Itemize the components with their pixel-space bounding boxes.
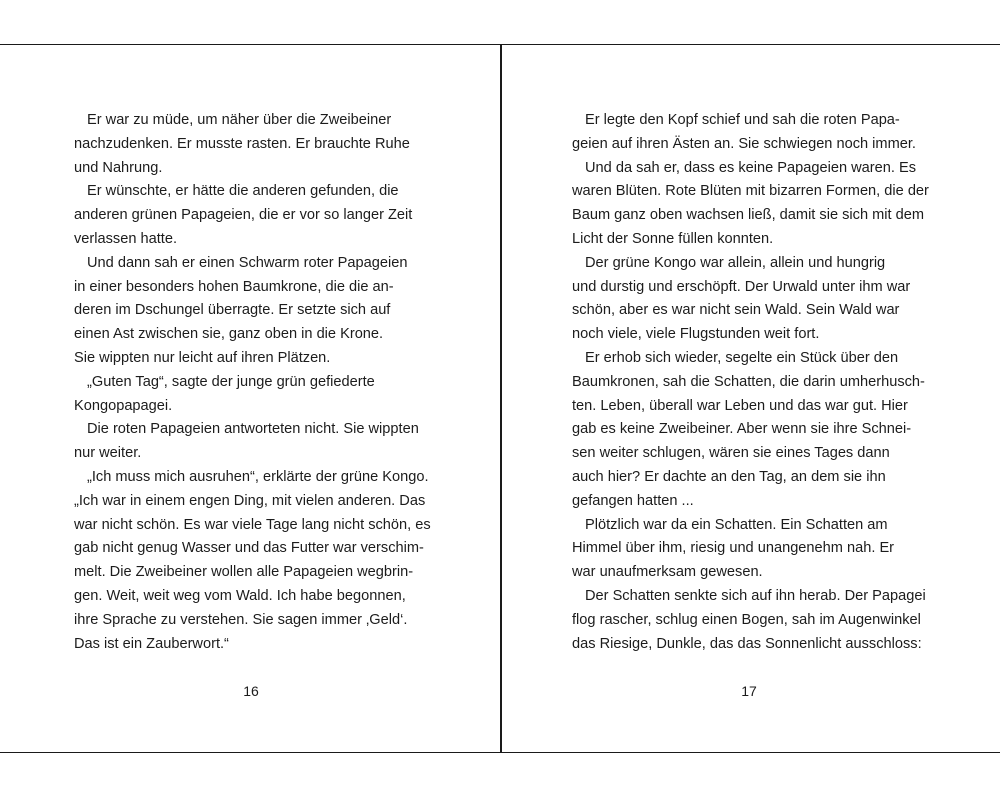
text-line: Der grüne Kongo war allein, allein und hungrig bbox=[585, 254, 886, 271]
text-line: Er legte den Kopf schief und sah die roten Papa- bbox=[585, 112, 900, 128]
text-line: noch viele, viele Flugstunden weit fort. bbox=[572, 326, 820, 343]
text-line: auch hier? Er dachte an den Tag, an dem sie ihn bbox=[572, 468, 886, 485]
text-line: gen. Weit, weit weg vom Wald. Ich habe begonnen, bbox=[74, 587, 406, 604]
left-page bbox=[0, 45, 500, 752]
text-line: sen weiter schlugen, wären sie eines Tages dann bbox=[572, 445, 890, 462]
text-line: „Ich muss mich ausruhen“, erklärte der grüne Kongo. bbox=[87, 468, 429, 485]
text-line: schön, aber es war nicht sein Wald. Sein Wald war bbox=[572, 302, 900, 319]
text-line: flog rascher, schlug einen Bogen, sah im Augenwinkel bbox=[572, 611, 921, 628]
right-page bbox=[502, 45, 1000, 752]
text-line: waren Blüten. Rote Blüten mit bizarren Formen, die der bbox=[572, 183, 929, 200]
text-line: Licht der Sonne füllen konnten. bbox=[572, 230, 774, 247]
text-line: Er wünschte, er hätte die anderen gefunden, die bbox=[87, 183, 399, 200]
text-line: Der Schatten senkte sich auf ihn herab. Der Papagei bbox=[585, 587, 926, 604]
text-line: gab nicht genug Wasser und das Futter war verschim- bbox=[74, 540, 424, 557]
text-line: das Riesige, Dunkle, das das Sonnenlicht ausschloss: bbox=[572, 635, 922, 652]
text-line: Die roten Papageien antworteten nicht. Sie wippten bbox=[87, 421, 419, 438]
text-line: „Ich war in einem engen Ding, mit vielen anderen. Das bbox=[74, 492, 426, 509]
text-line: deren im Dschungel überragte. Er setzte sich auf bbox=[74, 302, 391, 319]
text-line: Baum ganz oben wachsen ließ, damit sie sich mit dem bbox=[572, 207, 925, 224]
text-line: verlassen hatte. bbox=[74, 230, 178, 247]
text-line: geien auf ihren Ästen an. Sie schwiegen noch immer. bbox=[572, 135, 916, 152]
right-page-number: 17 bbox=[741, 683, 757, 699]
left-page-text bbox=[74, 109, 429, 656]
text-line: Er erhob sich wieder, segelte ein Stück über den bbox=[585, 349, 899, 366]
text-line: Sie wippten nur leicht auf ihren Plätzen. bbox=[74, 349, 331, 366]
text-line: Plötzlich war da ein Schatten. Ein Schatten am bbox=[585, 516, 888, 533]
right-page-text bbox=[572, 109, 927, 656]
text-line: nur weiter. bbox=[74, 445, 142, 462]
text-line: Er war zu müde, um näher über die Zweibeiner bbox=[87, 112, 392, 128]
text-line: Das ist ein Zauberwort.“ bbox=[74, 635, 229, 652]
text-line: nachzudenken. Er musste rasten. Er brauchte Ruhe bbox=[74, 135, 410, 152]
text-line: Kongopapagei. bbox=[74, 397, 173, 414]
text-line: gab es keine Zweibeiner. Aber wenn sie ihre Schnei- bbox=[572, 421, 912, 438]
text-line: Und dann sah er einen Schwarm roter Papageien bbox=[87, 254, 408, 271]
text-line: war nicht schön. Es war viele Tage lang nicht schön, es bbox=[74, 516, 431, 533]
left-page-number: 16 bbox=[243, 683, 259, 699]
text-line: „Guten Tag“, sagte der junge grün gefiederte bbox=[87, 373, 375, 390]
book-spread bbox=[0, 44, 1000, 753]
text-line: Himmel über ihm, riesig und unangenehm nah. Er bbox=[572, 540, 895, 557]
text-line: ihre Sprache zu verstehen. Sie sagen immer ‚Geld‘. bbox=[74, 611, 408, 628]
text-line: Baumkronen, sah die Schatten, die darin umherhusch- bbox=[572, 373, 925, 390]
text-line: ten. Leben, überall war Leben und das war gut. Hier bbox=[572, 397, 908, 414]
text-line: und durstig und erschöpft. Der Urwald unter ihm war bbox=[572, 278, 911, 295]
text-line: melt. Die Zweibeiner wollen alle Papageien wegbrin- bbox=[74, 564, 414, 581]
text-line: in einer besonders hohen Baumkrone, die die an- bbox=[74, 278, 394, 295]
text-line: war unaufmerksam gewesen. bbox=[572, 564, 763, 581]
text-line: anderen grünen Papageien, die er vor so langer Zeit bbox=[74, 207, 413, 224]
text-line: Und da sah er, dass es keine Papageien waren. Es bbox=[585, 159, 917, 176]
text-line: einen Ast zwischen sie, ganz oben in die Krone. bbox=[74, 326, 384, 343]
text-line: und Nahrung. bbox=[74, 159, 163, 176]
text-line: gefangen hatten ... bbox=[572, 492, 694, 509]
